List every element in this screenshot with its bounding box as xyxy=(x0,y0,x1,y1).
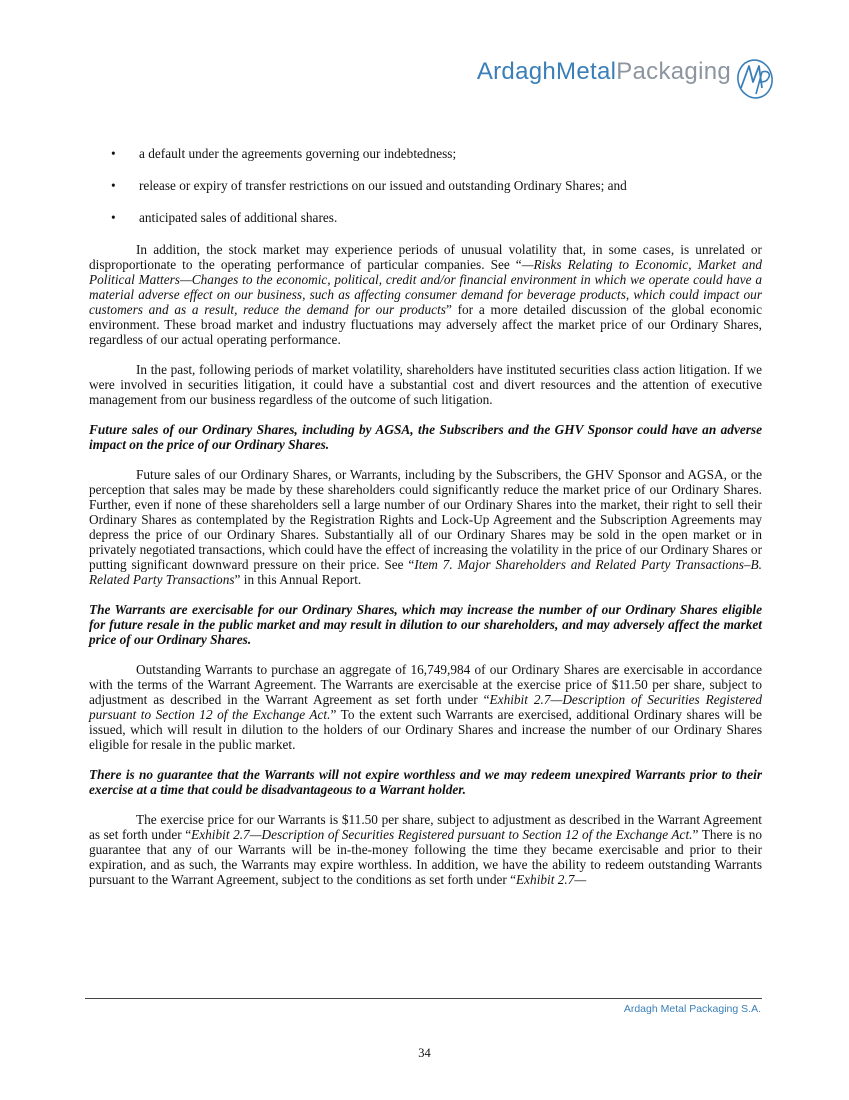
text-run: ” in this Annual Report. xyxy=(234,572,362,587)
logo-word-packaging: Packaging xyxy=(616,58,731,85)
text-run: In addition, the stock market may experience periods of unusual volatility that, in some cases, is unrelated or disproportionate to the operating performance of particular companies. See “ xyxy=(89,242,762,272)
paragraph-market-volatility xyxy=(89,242,762,347)
bullet-item xyxy=(89,178,762,193)
risk-heading-warrants-worthless: There is no guarantee that the Warrants will not expire worthless and we may redeem unexpired Warrants prior to their exercise at a time that could be disadvantageous to a Warrant holder. xyxy=(89,767,762,797)
bullet-text: a default under the agreements governing our indebtedness; xyxy=(139,146,457,161)
paragraph-litigation: In the past, following periods of market volatility, shareholders have instituted securities class action litigation. If we were involved in securities litigation, it could have a substantial cost and divert resources and the attention of executive management from our business regardless of the outcome of such litigation. xyxy=(89,362,762,407)
text-run: Future sales of our Ordinary Shares, or Warrants, including by the Subscribers, the GHV Sponsor and AGSA, or the perception that sales may be made by these shareholders could significantly reduce the market price of our Ordinary Shares. Further, even if none of these shareholders sell a large number of our Ordinary Shares into the market, their right to sell their Ordinary Shares as contemplated by the Registration Rights and Lock-Up Agreement and the Subscription Agreements may depress the price of our Ordinary Shares. Substantially all of our Ordinary Shares may be sold in the open market or in privately negotiated transactions, which could have the effect of increasing the volatility in the price of our Ordinary Shares or putting significant downward pressure on their price. See “ xyxy=(89,467,762,572)
bullet-item xyxy=(89,146,762,161)
paragraph-outstanding-warrants xyxy=(89,662,762,752)
cross-reference: Exhibit 2.7— xyxy=(516,872,587,887)
text-run: ” for a more detailed discussion of the global economic environment. These broad market and industry fluctuations may adversely affect the market price of our Ordinary Shares, regardless of our actual operating performance. xyxy=(89,302,762,347)
logo-word-ardagh: Ardagh xyxy=(476,58,557,85)
paragraph-future-sales xyxy=(89,467,762,587)
text-run: ” To the extent such Warrants are exercised, additional Ordinary shares will be issued, which will result in dilution to the holders of our Ordinary Shares and increase the number of our Ordinary Shares eligible for resale in the public market. xyxy=(89,707,762,752)
bullet-text: release or expiry of transfer restrictions on our issued and outstanding Ordinary Shares; and xyxy=(139,178,627,193)
body-text xyxy=(89,146,762,902)
page-number: 34 xyxy=(418,1046,431,1060)
paragraph-exercise-price xyxy=(89,812,762,887)
bullet-item xyxy=(89,210,762,225)
logo-word-metal: Metal xyxy=(556,58,617,85)
text-run: ” There is no guarantee that any of our Warrants will be in-the-money following the time they became exercisable and prior to their expiration, and as such, the Warrants may expire worthless. In addition, we have the ability to redeem outstanding Warrants pursuant to the Warrant Agreement, subject to the conditions as set forth under “ xyxy=(89,827,762,887)
cross-reference: —Risks Relating to Economic, Market and Political Matters—Changes to the economic, political, credit and/or financial environment in which we operate could have a material adverse effect on our business, such as affecting consumer demand for beverage products, which could impact our customers and as a result, reduce the demand for our products xyxy=(89,257,762,317)
cross-reference: Exhibit 2.7—Description of Securities Registered pursuant to Section 12 of the Exchange Act. xyxy=(191,827,693,842)
risk-heading-warrants-exercisable: The Warrants are exercisable for our Ordinary Shares, which may increase the number of our Ordinary Shares eligible for future resale in the public market and may result in dilution to our shareholders, and may adversely affect the market price of our Ordinary Shares. xyxy=(89,602,762,647)
text-run: The exercise price for our Warrants is $11.50 per share, subject to adjustment as described in the Warrant Agreement as set forth under “ xyxy=(89,812,762,842)
risk-heading-future-sales: Future sales of our Ordinary Shares, including by AGSA, the Subscribers and the GHV Sponsor could have an adverse impact on the price of our Ordinary Shares. xyxy=(89,422,762,452)
bullet-text: anticipated sales of additional shares. xyxy=(139,210,338,225)
footer-company-name: Ardagh Metal Packaging S.A. xyxy=(623,1003,761,1015)
company-logo xyxy=(477,60,731,84)
bullet-icon: • xyxy=(111,146,116,161)
amp-logo-mark-icon xyxy=(734,54,776,102)
text-run: Outstanding Warrants to purchase an aggregate of 16,749,984 of our Ordinary Shares are exercisable in accordance with the terms of the Warrant Agreement. The Warrants are exercisable at the exercise price of $11.50 per share, subject to adjustment as described in the Warrant Agreement as set forth under “ xyxy=(89,662,762,707)
cross-reference: Exhibit 2.7—Description of Securities Registered pursuant to Section 12 of the Exchange Act. xyxy=(89,692,763,722)
bullet-icon: • xyxy=(111,178,116,193)
footer-divider xyxy=(85,998,762,999)
bullet-icon: • xyxy=(111,210,116,225)
cross-reference: Item 7. Major Shareholders and Related Party Transactions–B. Related Party Transactions xyxy=(89,557,762,587)
